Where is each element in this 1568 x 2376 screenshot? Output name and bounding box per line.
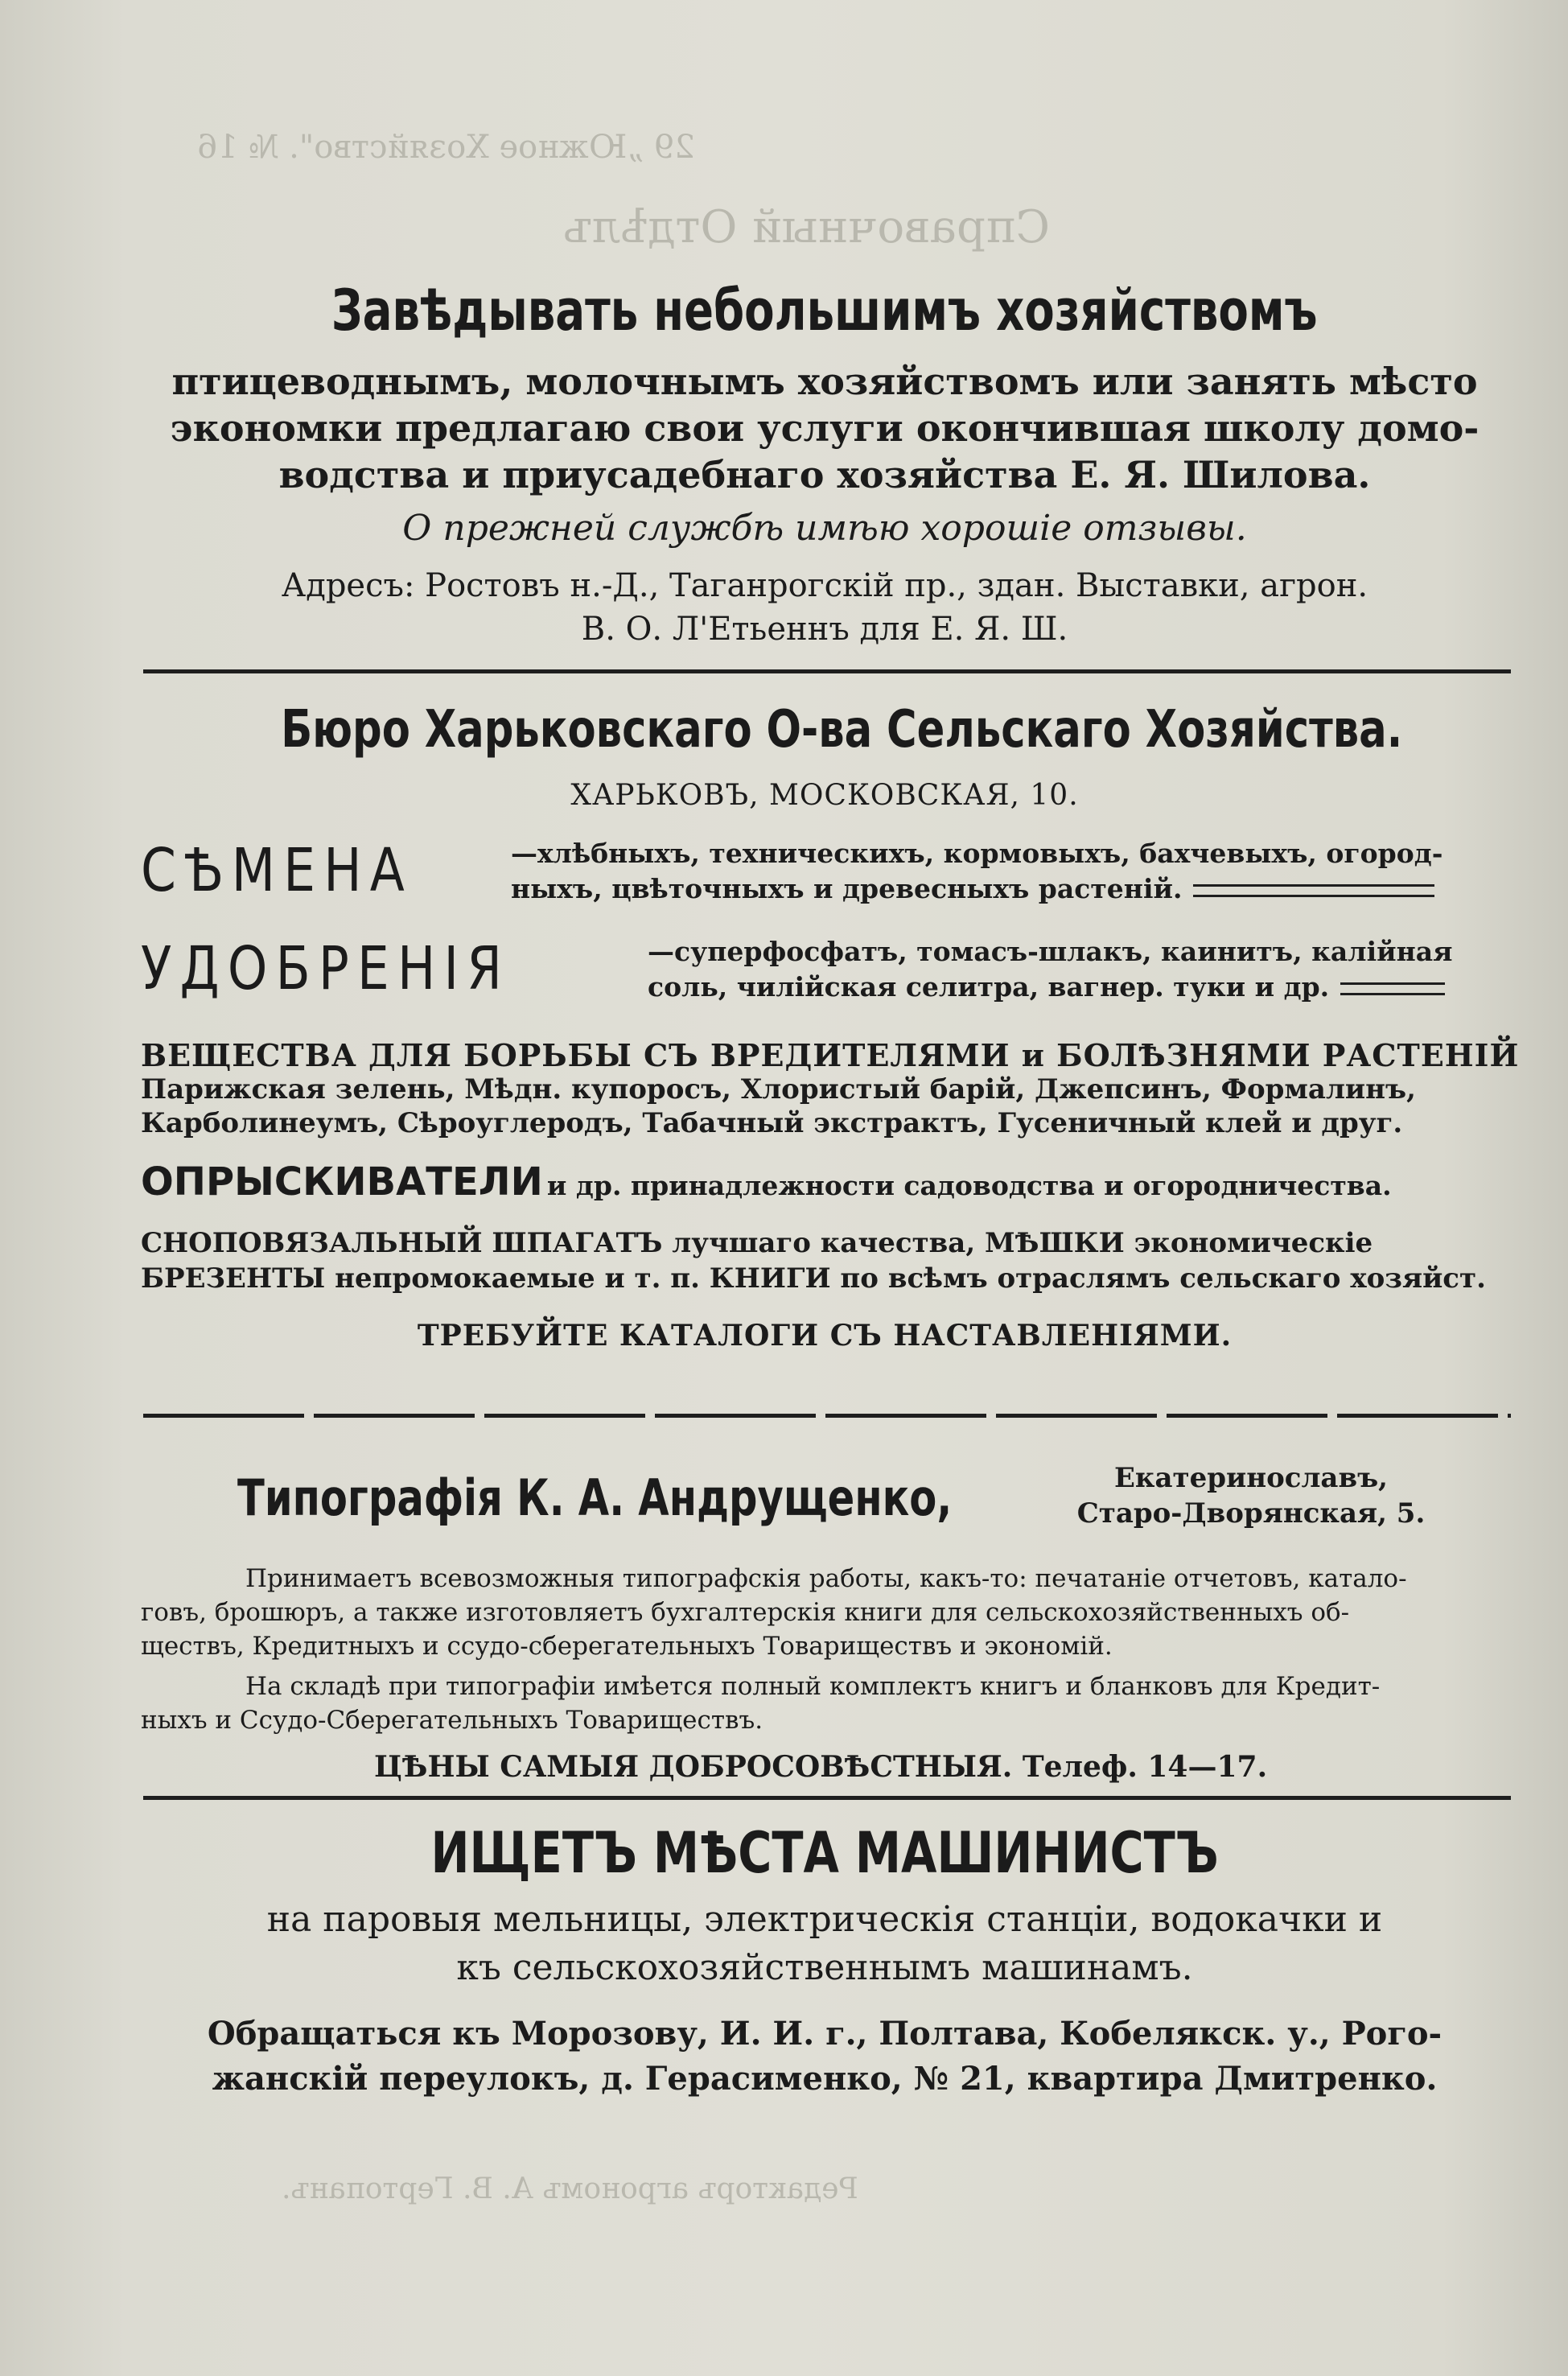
ad-housekeeping bbox=[141, 278, 1508, 651]
bleed-through-header: 29 „Южное Хозяйство". № 16 bbox=[197, 129, 695, 166]
divider-3 bbox=[143, 1796, 1511, 1800]
printing-house-prices: ЦѢНЫ САМЫЯ ДОБРОСОВѢСТНЫЯ. Телеф. 14—17. bbox=[374, 1750, 1268, 1784]
printing-house-body-line-5: ныхъ и Ссудо-Сберегательныхъ Товариществъ. bbox=[141, 1706, 763, 1735]
divider-1 bbox=[143, 669, 1511, 673]
printing-house-city: Екатеринославъ, bbox=[1114, 1462, 1388, 1494]
seeds-desc-line-2: ныхъ, цвѣточныхъ и древесныхъ растеній. bbox=[511, 873, 1183, 904]
fertilizers-double-rule bbox=[1340, 982, 1445, 995]
machinist-line-2: къ сельскохозяйственнымъ машинамъ. bbox=[456, 1947, 1193, 1988]
seeds-heading: СѢМЕНА bbox=[141, 836, 413, 905]
printing-house-body bbox=[141, 1562, 1508, 1737]
pest-control-line-1: Парижская зелень, Мѣдн. купоросъ, Хлористый барій, Джепсинъ, Формалинъ, bbox=[141, 1073, 1416, 1106]
printing-house-body-line-4: На складѣ при типографіи имѣется полный комплектъ книгъ и бланковъ для Кредит- bbox=[245, 1672, 1381, 1701]
fertilizers-desc-line-1: —суперфосфатъ, томасъ-шлакъ, каинитъ, калійная bbox=[648, 936, 1453, 967]
bleed-through-footer: Редакторъ агрономъ А. В. Гертопанъ. bbox=[282, 2172, 858, 2205]
twine-line-2: БРЕЗЕНТЫ непромокаемые и т. п. КНИГИ по всѣмъ отраслямъ сельскаго хозяйст. bbox=[141, 1262, 1486, 1295]
ad-housekeeping-references: О прежней службѣ имѣю хорошіе отзывы. bbox=[402, 508, 1247, 549]
ad-kharkov-title: Бюро Харьковскаго О-ва Сельскаго Хозяйства. bbox=[281, 700, 1403, 760]
pest-control-heading: ВЕЩЕСТВА ДЛЯ БОРЬБЫ СЪ ВРЕДИТЕЛЯМИ и БОЛѢЗНЯМИ РАСТЕНІЙ bbox=[141, 1037, 1520, 1073]
machinist-line-1: на паровыя мельницы, электрическія станціи, водокачки и bbox=[266, 1899, 1383, 1940]
printing-house-body-line-3: ществъ, Кредитныхъ и ссудо-сберегательныхъ Товариществъ и экономій. bbox=[141, 1632, 1113, 1661]
ad-housekeeping-line-1: птицеводнымъ, молочнымъ хозяйствомъ или занять мѣсто bbox=[171, 360, 1478, 403]
machinist-contact-1: Обращаться къ Морозову, И. И. г., Полтава, Кобелякск. у., Рого- bbox=[207, 2015, 1442, 2053]
machinist-contact-2: жанскій переулокъ, д. Герасименко, № 21, квартира Дмитренко. bbox=[212, 2060, 1438, 2098]
ad-housekeeping-title: Завѣдывать небольшимъ хозяйствомъ bbox=[331, 278, 1318, 344]
machinist-title: ИЩЕТЪ МѢСТА МАШИНИСТЪ bbox=[430, 1820, 1219, 1886]
ad-housekeeping-line-2: экономки предлагаю свои услуги окончившая школу домо- bbox=[170, 406, 1480, 450]
ad-housekeeping-address-2: В. О. Л'Етьеннъ для Е. Я. Ш. bbox=[581, 611, 1068, 648]
ad-housekeeping-line-3: водства и приусадебнаго хозяйства Е. Я. Шилова. bbox=[278, 453, 1371, 496]
ad-kharkov-seeds bbox=[141, 836, 1508, 916]
seeds-double-rule bbox=[1193, 884, 1434, 897]
seeds-desc-line-1: —хлѣбныхъ, техническихъ, кормовыхъ, бахчевыхъ, огород- bbox=[511, 838, 1443, 869]
ad-housekeeping-address-1: Адресъ: Ростовъ н.-Д., Таганрогскій пр., здан. Выставки, агрон. bbox=[281, 567, 1368, 604]
bleed-through-section: Справочный Отдѣлъ bbox=[563, 201, 1051, 253]
ad-kharkov-address: ХАРЬКОВЪ, МОСКОВСКАЯ, 10. bbox=[570, 779, 1079, 812]
divider-2 bbox=[143, 1414, 1511, 1418]
ad-kharkov-sprayers bbox=[141, 1159, 1508, 1204]
twine-line-1: СНОПОВЯЗАЛЬНЫЙ ШПАГАТЪ лучшаго качества, МѢШКИ экономическіе bbox=[141, 1227, 1373, 1259]
ad-printing-house bbox=[141, 1460, 1508, 1784]
ad-kharkov-bureau bbox=[141, 700, 1520, 1353]
fertilizers-heading: УДОБРЕНІЯ bbox=[141, 934, 511, 1003]
ad-kharkov-fertilizers bbox=[141, 934, 1508, 1015]
pest-control-line-2: Карболинеумъ, Сѣроуглеродъ, Табачный экстрактъ, Гусеничный клей и друг. bbox=[141, 1107, 1403, 1139]
ad-kharkov-twine bbox=[141, 1225, 1508, 1296]
printing-house-title: Типографія К. А. Андрущенко, bbox=[237, 1468, 953, 1527]
ad-kharkov-catalogs: ТРЕБУЙТЕ КАТАЛОГИ СЪ НАСТАВЛЕНІЯМИ. bbox=[417, 1319, 1233, 1353]
printing-house-street: Старо-Дворянская, 5. bbox=[1076, 1497, 1426, 1530]
ad-machinist bbox=[141, 1820, 1508, 2102]
sprayers-desc: и др. принадлежности садоводства и огородничества. bbox=[546, 1170, 1392, 1201]
printing-house-body-line-2: говъ, брошюръ, а также изготовляетъ бухгалтерскія книги для сельскохозяйственныхъ об- bbox=[141, 1598, 1350, 1627]
printing-house-body-line-1: Принимаетъ всевозможныя типографскія работы, какъ-то: печатаніе отчетовъ, катало- bbox=[245, 1564, 1407, 1593]
sprayers-heading: ОПРЫСКИВАТЕЛИ bbox=[141, 1159, 543, 1204]
ad-kharkov-pest-control bbox=[141, 1037, 1520, 1140]
fertilizers-desc-line-2: соль, чилійская селитра, вагнер. туки и др. bbox=[648, 971, 1330, 1003]
